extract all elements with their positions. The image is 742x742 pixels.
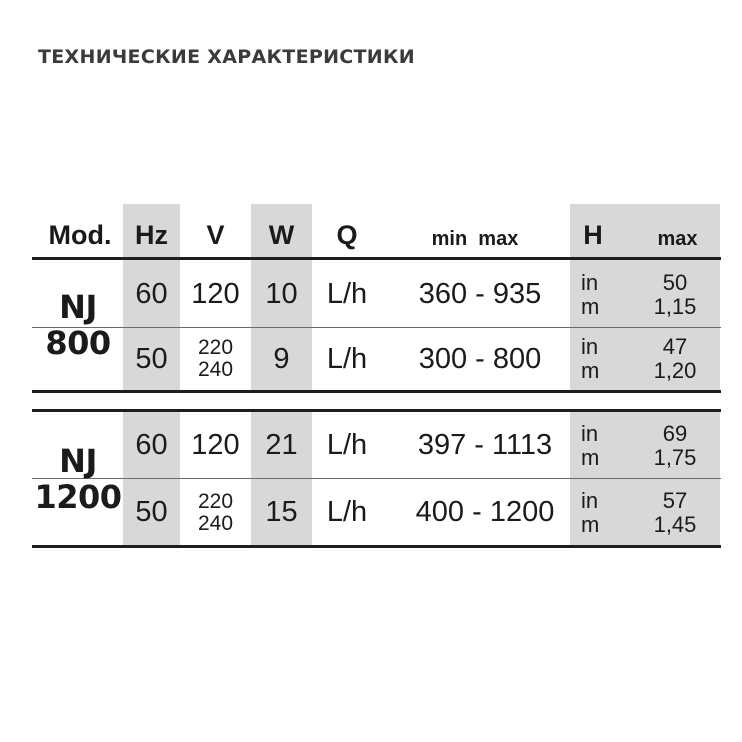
header-h: H bbox=[583, 219, 603, 250]
table2-top-rule bbox=[32, 409, 721, 412]
unit-in: in bbox=[581, 487, 599, 513]
model-name-line2: 1200 bbox=[34, 478, 122, 516]
unit-m: m bbox=[581, 293, 600, 319]
model-name bbox=[38, 260, 118, 390]
cell-v: 120 bbox=[191, 429, 240, 461]
cell-q-range: 397 - 1113 bbox=[417, 429, 553, 461]
model-name-line1: NJ bbox=[59, 288, 97, 326]
h-max-m: 1,20 bbox=[653, 358, 697, 383]
cell-q-range: 360 - 935 bbox=[418, 278, 542, 310]
voltage-high: 240 bbox=[197, 511, 234, 535]
cell-q-unit: L/h bbox=[326, 429, 368, 461]
cell-q-unit: L/h bbox=[326, 278, 368, 310]
cell-h-max bbox=[635, 328, 715, 390]
cell-h-units bbox=[581, 262, 621, 327]
cell-w: 15 bbox=[265, 496, 298, 528]
unit-in: in bbox=[581, 420, 599, 446]
cell-h-units bbox=[581, 480, 621, 545]
cell-hz: 50 bbox=[135, 496, 168, 528]
cell-h-max bbox=[635, 413, 715, 478]
cell-hz: 60 bbox=[135, 429, 168, 461]
page-title: ТЕХНИЧЕСКИЕ ХАРАКТЕРИСТИКИ bbox=[38, 46, 416, 68]
cell-v bbox=[180, 328, 251, 390]
table2-bottom-rule bbox=[32, 545, 721, 548]
cell-hz: 60 bbox=[135, 278, 168, 310]
cell-q-unit: L/h bbox=[326, 342, 368, 375]
h-max-m: 1,45 bbox=[653, 511, 697, 537]
voltage-low: 220 bbox=[197, 489, 234, 513]
cell-q-unit: L/h bbox=[326, 496, 368, 528]
model-name bbox=[32, 413, 124, 545]
header-w: W bbox=[268, 219, 295, 250]
voltage-low: 220 bbox=[197, 336, 234, 359]
header-v: V bbox=[206, 219, 225, 250]
cell-w: 9 bbox=[273, 342, 290, 375]
cell-w: 10 bbox=[265, 278, 298, 310]
header-q-range: min max bbox=[431, 227, 519, 250]
cell-h-units bbox=[581, 328, 621, 390]
header-h-max: max bbox=[657, 227, 698, 250]
h-max-m: 1,75 bbox=[653, 444, 697, 470]
cell-h-max bbox=[635, 262, 715, 327]
cell-h-max bbox=[635, 480, 715, 545]
h-max-m: 1,15 bbox=[653, 293, 697, 319]
cell-q-range: 300 - 800 bbox=[418, 342, 542, 375]
header-q: Q bbox=[336, 219, 358, 250]
cell-v bbox=[180, 480, 251, 545]
cell-w: 21 bbox=[265, 429, 298, 461]
cell-hz: 50 bbox=[135, 342, 168, 375]
unit-in: in bbox=[581, 269, 599, 295]
cell-v: 120 bbox=[191, 278, 240, 310]
unit-m: m bbox=[581, 511, 600, 537]
table1-bottom-rule bbox=[32, 390, 721, 393]
cell-q-range: 400 - 1200 bbox=[415, 496, 555, 528]
unit-m: m bbox=[581, 358, 600, 383]
header-mod: Mod. bbox=[48, 219, 112, 250]
cell-h-units bbox=[581, 413, 621, 478]
h-max-in: 47 bbox=[662, 334, 688, 359]
voltage-high: 240 bbox=[197, 358, 234, 381]
h-max-in: 50 bbox=[662, 269, 688, 295]
header-hz: Hz bbox=[135, 219, 168, 250]
model-name-line1: NJ bbox=[59, 442, 97, 480]
h-max-in: 69 bbox=[662, 420, 688, 446]
h-max-in: 57 bbox=[662, 487, 688, 513]
row-divider-2 bbox=[32, 478, 721, 479]
model-name-line2: 800 bbox=[45, 324, 111, 362]
unit-m: m bbox=[581, 444, 600, 470]
unit-in: in bbox=[581, 334, 599, 359]
